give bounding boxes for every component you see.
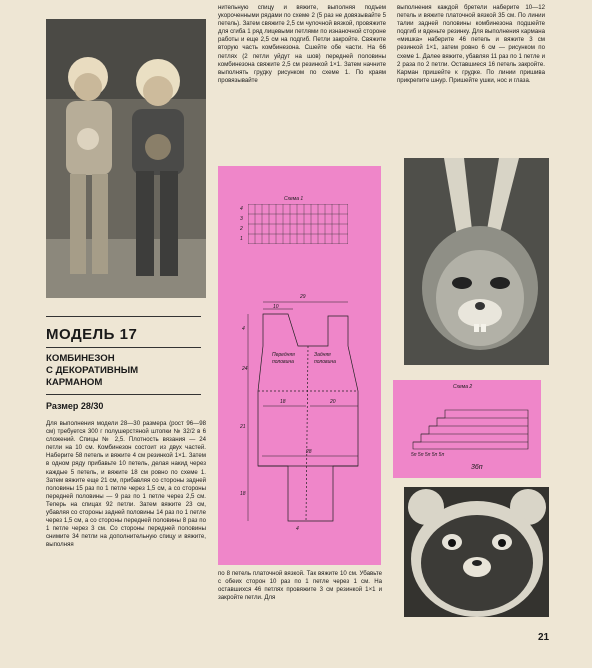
subtitle-line: КОМБИНЕЗОН xyxy=(46,353,115,364)
size-heading: Размер 28/30 xyxy=(46,401,104,411)
front-half-label xyxy=(272,352,295,366)
scheme2-drawing xyxy=(403,394,533,454)
instructions-col3-top: выполнения каждой бретели наберите 10—12 петель и вяжите платочной вязкой 35 см. По линии талии задней половины комбинезона подшейте подгиб и вденьте резинку. Для выполнения кармана «мишка» наберите 46 петель и вяжите 3 см резинкой 1×1, затем ровно 6 см — рисунком по схеме 1. Далее вяжите, убавляя 11 раз по 1 петле и 2 раза по 2 петли. Оставшиеся 16 петель закройте. Карман пришейте к грудке. По линии пришива прикрепите шнур. Пришейте ушки, нос и глаза. xyxy=(397,4,545,84)
dim-label: 18 xyxy=(280,399,286,405)
instructions-col2-bottom: по 8 петель платочной вязкой. Так вяжите 10 см. Убавьте с обеих сторон 10 раз по 1 петле через 1 см. На оставшихся 46 петлях провяжите 3 см резинкой 1×1 и закройте петли. Для xyxy=(218,570,382,602)
scheme2-steps: 5п 5п 5п 5п 5п xyxy=(411,452,445,458)
page-number: 21 xyxy=(538,632,550,643)
scheme1-row: 2 xyxy=(240,226,243,232)
dim-label: 21 xyxy=(240,424,246,430)
photo-children xyxy=(46,19,206,298)
bear-illustration xyxy=(404,487,549,617)
dim-label: 10 xyxy=(273,304,279,310)
dim-label: 28 xyxy=(306,449,312,455)
scheme1-row: 1 xyxy=(240,236,243,242)
back-half-label xyxy=(314,352,336,366)
pattern-panel xyxy=(218,166,381,565)
photo-bear-pocket xyxy=(404,487,549,617)
front-label-line: половина xyxy=(272,359,294,365)
photo-bunny-pocket xyxy=(404,158,549,365)
scheme2-title: Схема 2 xyxy=(453,384,473,390)
scheme2-total: 36п xyxy=(471,464,483,471)
scheme2-panel xyxy=(393,380,541,478)
dim-label: 24 xyxy=(242,366,248,372)
children-photo-illustration xyxy=(46,19,206,298)
dim-label: 18 xyxy=(240,491,246,497)
dim-label: 4 xyxy=(242,326,245,332)
scheme1-row: 4 xyxy=(240,206,243,212)
subtitle-line: С ДЕКОРАТИВНЫМ xyxy=(46,365,139,376)
back-label-line: Задняя xyxy=(314,352,331,358)
dim-label: 20 xyxy=(330,399,336,405)
divider-top xyxy=(46,316,201,317)
bunny-illustration xyxy=(404,158,549,365)
front-label-line: Передняя xyxy=(272,352,295,358)
instructions-col1: Для выполнения модели 28—30 размера (рост 96—98 см) требуется 300 г полушерстяной штопки № 32/2 в 6 сложений. Спицы № 2,5. Плотность вязания — 24 петли на 10 см. Комбинезон состоит из двух частей. Наберите 58 петель и вяжите 4 см резинкой 1×1. Затем в одном ряду прибавьте 10 петель, делая накид через каждые 5 петель, и вяжите 18 см ровно по схеме 1. Затем вяжите еще 21 см, прибавляя со стороны задней половины 15 раз по 1 петле через 1,5 см, а со стороны передней половины — 9 раз по 1 петле через 2,5 см. Теперь на спицах 92 петли. Затем вяжите 23 см, убавляя со стороны задней половины 14 раз по 1 петле через 1,5 см, а со стороны передней половины 8 раз по 1 петле через 3 см. Со стороны передней половины снимите 34 петли на дополнительную спицу и вяжите, выполняя xyxy=(46,420,206,549)
subtitle-line: КАРМАНОМ xyxy=(46,377,103,388)
divider-mid xyxy=(46,347,201,348)
scheme1-row: 3 xyxy=(240,216,243,222)
model-title: МОДЕЛЬ 17 xyxy=(46,326,138,343)
instructions-col2-top: нительную спицу и вяжите, выполняя подъем укороченными рядами по схеме 2 (5 раз не довязывайте 5 петель). Затем свяжите 2,5 см чулочной вязкой, провяжите для сгиба 1 ряд лицевыми петлями по изнаночной стороне работы и еще 2,5 см на подгиб. Петли закройте. Свяжите вторую часть комбинезона. Сшейте обе части. На 66 петлях (2 петли уйдут на шов) передней половины комбинезона свяжите 2,5 см резинкой 1×1. Затем начните выполнять грудку рисунком по схеме 1. По краям провязывайте xyxy=(218,4,386,84)
model-subtitle xyxy=(46,353,206,389)
back-label-line: половина xyxy=(314,359,336,365)
dim-label-bottom: 4 xyxy=(296,526,299,532)
scheme1-title: Схема 1 xyxy=(284,196,304,202)
divider-bottom xyxy=(46,394,201,395)
dim-label: 29 xyxy=(300,294,306,300)
